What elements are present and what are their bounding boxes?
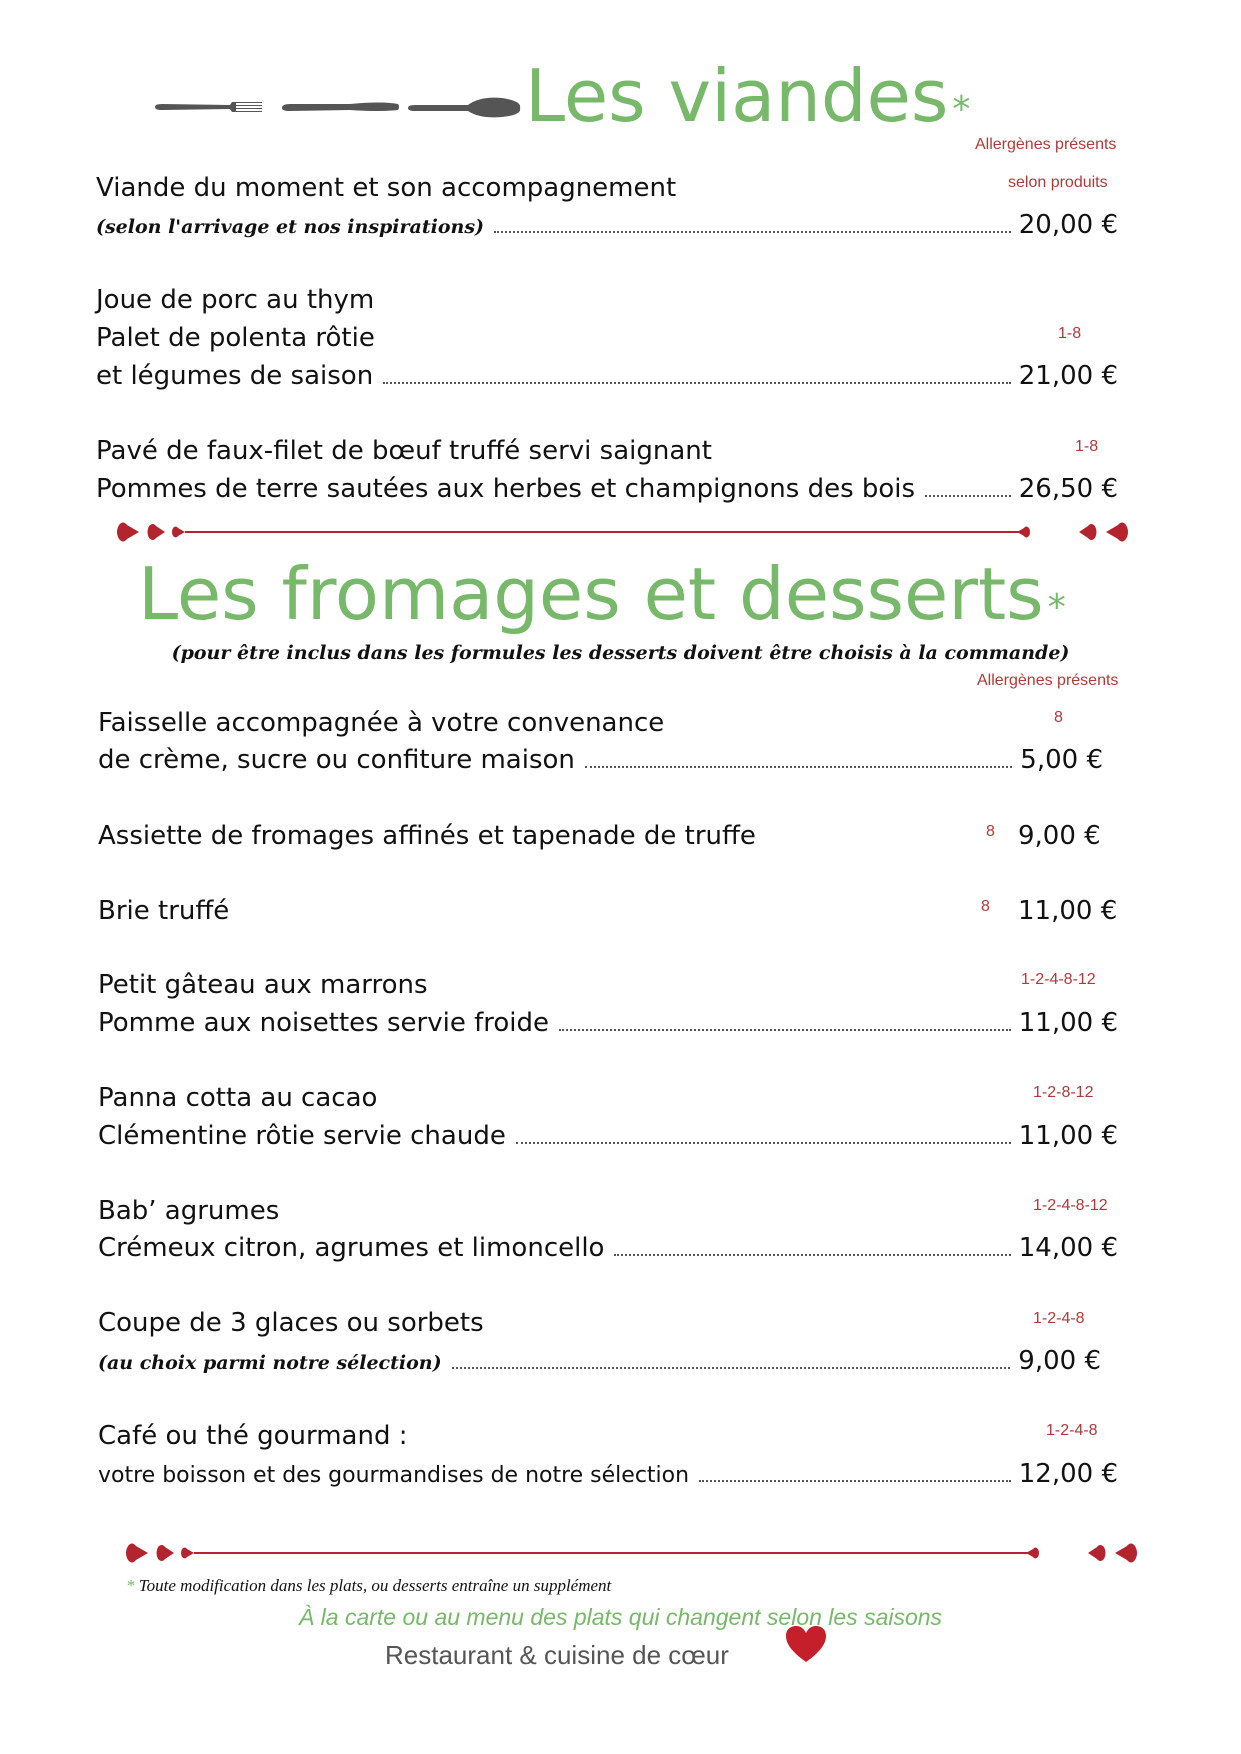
heart-icon bbox=[148, 524, 166, 540]
allergen-codes: 1-8 bbox=[1075, 438, 1099, 455]
menu-item-detail: de crème, sucre ou confiture maison bbox=[98, 745, 575, 775]
menu-item-line bbox=[98, 1458, 1118, 1492]
menu-item-line bbox=[98, 1345, 1101, 1379]
heart-icon bbox=[1017, 527, 1030, 538]
footer-note-text: Toute modification dans les plats, ou desserts entraîne un supplément bbox=[134, 1576, 612, 1595]
footer-tagline: À la carte ou au menu des plats qui changent selon les saisons bbox=[298, 1604, 943, 1630]
menu-item-name: Coupe de 3 glaces ou sorbets bbox=[98, 1308, 484, 1338]
menu-item-detail: et légumes de saison bbox=[96, 361, 374, 391]
heart-divider bbox=[124, 1538, 1139, 1568]
heart-icon bbox=[157, 1545, 175, 1561]
menu-item-line bbox=[98, 1232, 1118, 1264]
asterisk: * bbox=[952, 89, 971, 130]
menu-item-name: Bab’ agrumes bbox=[98, 1196, 280, 1226]
heart-icon bbox=[117, 523, 139, 542]
menu-item-price: 9,00 € bbox=[1018, 821, 1101, 851]
menu-item-name: Faisselle accompagnée à votre convenance bbox=[98, 708, 665, 738]
menu-item-price: 26,50 € bbox=[1018, 474, 1118, 504]
leader-dots bbox=[452, 1367, 1011, 1369]
heart-icon bbox=[1106, 523, 1128, 542]
menu-item-price: 11,00 € bbox=[1018, 896, 1118, 926]
allergen-codes: 1-2-4-8-12 bbox=[1021, 971, 1096, 988]
leader-dots bbox=[516, 1142, 1011, 1144]
heart-icon bbox=[1079, 524, 1097, 540]
menu-item-name: Petit gâteau aux marrons bbox=[98, 970, 428, 1000]
heart-icon bbox=[181, 1548, 194, 1559]
leader-dots bbox=[925, 495, 1011, 497]
allergen-codes: 1-8 bbox=[1058, 325, 1082, 342]
leader-dots bbox=[699, 1480, 1011, 1482]
allergen-codes: 1-2-8-12 bbox=[1033, 1084, 1094, 1101]
allergen-header-note: selon produits bbox=[1008, 174, 1108, 191]
menu-item-name: Viande du moment et son accompagnement bbox=[96, 173, 677, 203]
menu-item-price: 11,00 € bbox=[1018, 1121, 1118, 1151]
menu-item-price: 5,00 € bbox=[1020, 745, 1103, 775]
allergen-codes: 1-2-4-8 bbox=[1033, 1310, 1085, 1327]
menu-item-price: 20,00 € bbox=[1018, 210, 1118, 240]
spoon-icon bbox=[408, 98, 520, 118]
menu-item-name: Panna cotta au cacao bbox=[98, 1083, 378, 1113]
menu-item-detail: Pommes de terre sautées aux herbes et champignons des bois bbox=[96, 474, 916, 504]
menu-item-name: Café ou thé gourmand : bbox=[98, 1421, 408, 1451]
cutlery-decoration bbox=[150, 92, 530, 122]
menu-item-detail: Pomme aux noisettes servie froide bbox=[98, 1008, 549, 1038]
menu-item-price: 12,00 € bbox=[1018, 1459, 1118, 1489]
menu-item-detail: Palet de polenta rôtie bbox=[96, 323, 375, 353]
menu-item-detail: Crémeux citron, agrumes et limoncello bbox=[98, 1233, 605, 1263]
allergen-codes: 8 bbox=[986, 823, 995, 840]
menu-item-line bbox=[96, 360, 1118, 392]
menu-item-line bbox=[96, 473, 1118, 505]
leader-dots bbox=[494, 231, 1011, 233]
menu-item-name: Assiette de fromages affinés et tapenade de truffe bbox=[98, 821, 756, 851]
heart-icon bbox=[784, 1624, 828, 1664]
asterisk: * bbox=[126, 1576, 135, 1595]
heart-icon bbox=[172, 527, 185, 538]
footer-brand: Restaurant & cuisine de cœur bbox=[385, 1640, 729, 1670]
menu-item-name: Brie truffé bbox=[98, 896, 230, 926]
menu-item-detail: (au choix parmi notre sélection) bbox=[98, 1352, 442, 1374]
title-text: Les fromages et desserts bbox=[138, 552, 1044, 636]
menu-item-detail: Clémentine rôtie servie chaude bbox=[98, 1121, 506, 1151]
asterisk: * bbox=[1047, 587, 1066, 628]
menu-item-name: Pavé de faux-filet de bœuf truffé servi saignant bbox=[96, 436, 712, 466]
allergen-codes: 1-2-4-8-12 bbox=[1033, 1197, 1108, 1214]
heart-icon bbox=[126, 1544, 148, 1563]
menu-item-price: 14,00 € bbox=[1018, 1233, 1118, 1263]
menu-item-price: 21,00 € bbox=[1018, 361, 1118, 391]
knife-icon bbox=[282, 103, 399, 112]
footer-note bbox=[126, 1576, 611, 1596]
heart-icon bbox=[1115, 1544, 1137, 1563]
leader-dots bbox=[383, 382, 1011, 384]
menu-item-line bbox=[98, 1120, 1118, 1152]
menu-item-price: 11,00 € bbox=[1018, 1008, 1118, 1038]
allergen-header: Allergènes présents bbox=[975, 136, 1117, 153]
fork-icon bbox=[155, 102, 262, 112]
menu-item-name: Joue de porc au thym bbox=[96, 285, 375, 315]
leader-dots bbox=[585, 766, 1012, 768]
menu-item-detail: (selon l'arrivage et nos inspirations) bbox=[96, 216, 485, 238]
menu-item-price: 9,00 € bbox=[1018, 1346, 1101, 1376]
menu-item-detail: votre boisson et des gourmandises de notre sélection bbox=[98, 1463, 690, 1488]
allergen-header: Allergènes présents bbox=[977, 672, 1119, 689]
heart-icon bbox=[1026, 1548, 1039, 1559]
section-title-desserts bbox=[138, 552, 1066, 636]
menu-item-line bbox=[98, 744, 1103, 776]
allergen-codes: 1-2-4-8 bbox=[1046, 1422, 1098, 1439]
menu-item-line bbox=[96, 209, 1118, 243]
section-title-viandes bbox=[525, 54, 970, 138]
title-text: Les viandes bbox=[525, 54, 949, 138]
section-subtitle: (pour être inclus dans les formules les desserts doivent être choisis à la commande) bbox=[171, 642, 1070, 664]
leader-dots bbox=[559, 1029, 1011, 1031]
menu-item-line bbox=[98, 1007, 1118, 1039]
leader-dots bbox=[614, 1254, 1010, 1256]
heart-divider bbox=[115, 517, 1130, 547]
allergen-codes: 8 bbox=[981, 898, 990, 915]
heart-icon bbox=[1088, 1545, 1106, 1561]
allergen-codes: 8 bbox=[1054, 709, 1063, 726]
